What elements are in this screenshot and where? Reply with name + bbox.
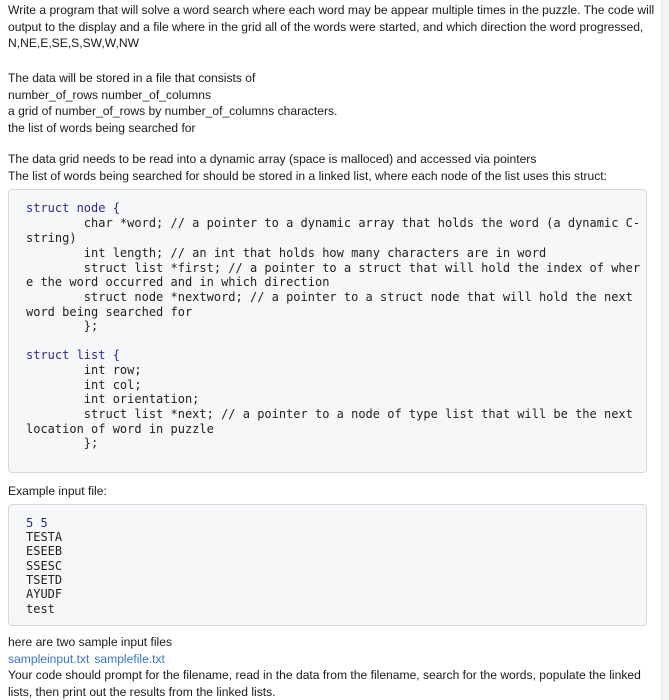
sampleinput-link[interactable]: sampleinput.txt [8,651,90,666]
code-line: e the word occurred and in which direction [26,275,330,289]
example-line: ESEEB [26,544,63,558]
intro-line: output to the display and a file where in the grid all of the words were started, and which direction the word progressed, [8,19,644,34]
grid-desc-line: The data grid needs to be read into a dynamic array (space is malloced) and accessed via pointers [8,152,537,166]
struct-code-block [8,189,647,473]
code-line: int length; // an int that holds how many characters are in word [26,246,547,260]
code-line: int row; [26,363,142,377]
sample-links [8,651,654,668]
code-line: location of word in puzzle [26,422,214,436]
code-line: int col; [26,378,142,392]
grid-description [8,151,654,184]
grid-desc-line: The list of words being searched for should be stored in a linked list, where each node of the list uses this struct: [8,168,607,183]
example-label: Example input file: [8,484,107,498]
footer-paragraph [8,634,654,700]
code-line: string) [26,231,77,245]
data-description [8,70,654,136]
data-desc-line: number_of_rows number_of_columns [8,87,212,102]
example-line: test [26,602,55,616]
intro-line: N,NE,E,SE,S,SW,W,NW [8,36,140,50]
data-desc-line: the list of words being searched for [8,120,196,135]
example-line: 5 5 [26,516,48,530]
footer-line: here are two sample input files [8,635,173,649]
code-line: struct list { [26,348,120,362]
code-line: }; [26,436,99,450]
samplefile-link[interactable]: samplefile.txt [94,651,165,666]
code-line: int orientation; [26,392,200,406]
example-line: SSESC [26,559,63,573]
code-line: struct node *nextword; // a pointer to a struct node that will hold the next [26,290,633,304]
code-line: word being searched for [26,305,193,319]
example-line: TESTA [26,530,63,544]
intro-line: Write a program that will solve a word search where each word may be appear multiple times in the puzzle. The code will [8,3,655,17]
code-line: char *word; // a pointer to a dynamic array that holds the word (a dynamic C- [26,216,641,230]
code-line: struct list *first; // a pointer to a struct that will hold the index of wher [26,261,641,275]
code-line: struct node { [26,201,120,215]
example-line: TSETD [26,573,63,587]
code-line: }; [26,319,99,333]
footer-line: Your code should prompt for the filename, read in the data from the filename, search for the words, populate the linked [8,668,641,682]
data-desc-line: The data will be stored in a file that consists of [8,71,256,85]
scrollbar[interactable] [661,0,669,700]
example-line: AYUDF [26,587,63,601]
data-desc-line: a grid of number_of_rows by number_of_columns characters. [8,104,338,118]
footer-line: lists, then print out the results from the linked lists. [8,684,276,699]
intro-paragraph [8,2,654,52]
code-line: struct list *next; // a pointer to a node of type list that will be the next [26,407,633,421]
example-code-block [8,504,647,626]
